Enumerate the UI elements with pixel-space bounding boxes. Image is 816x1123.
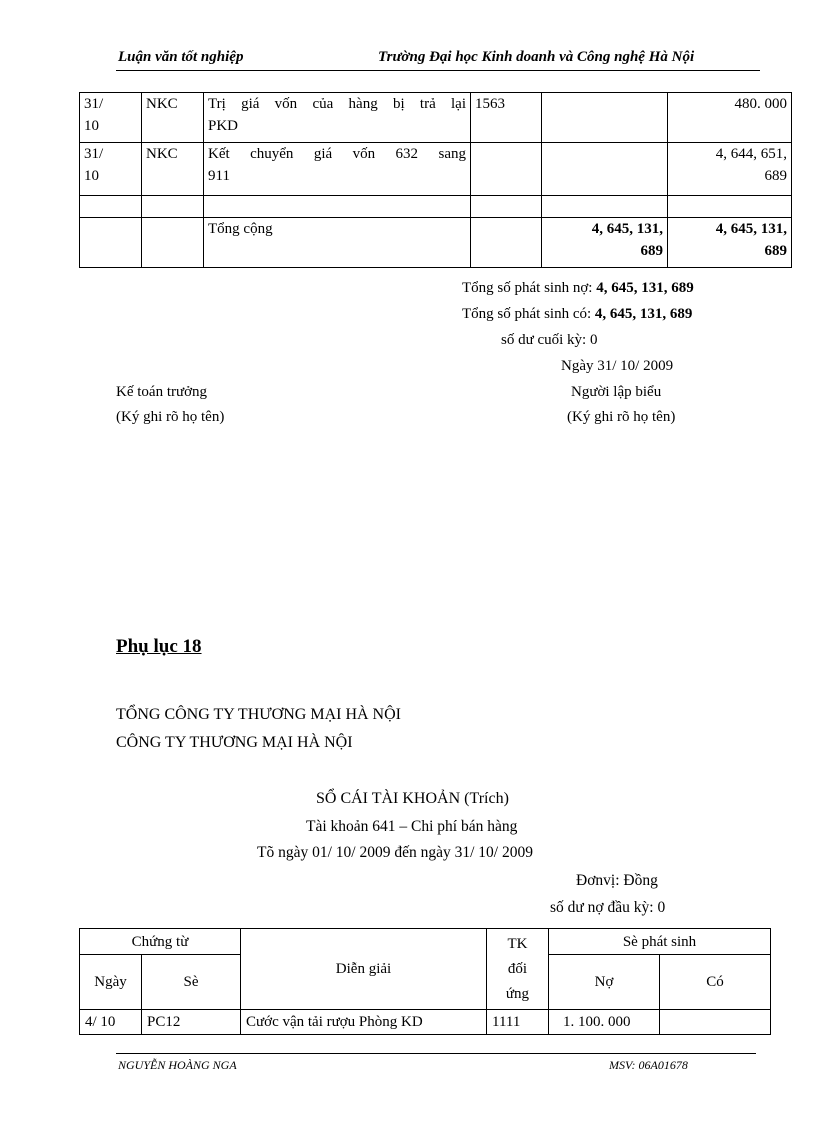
cell-credit: 4, 644, 651, 689 (668, 143, 792, 196)
summary-closing: số dư cuối kỳ: 0 (501, 332, 598, 348)
table-row (80, 143, 792, 196)
header-voucher: Chứng từ (80, 929, 241, 955)
header-date: Ngày (80, 955, 142, 1010)
cell-number: PC12 (142, 1010, 241, 1035)
company-name: CÔNG TY THƯƠNG MẠI HÀ NỘI (116, 734, 353, 751)
signature-left-title: Kế toán trưởng (116, 384, 208, 400)
footer-msv: MSV: 06A01678 (609, 1058, 688, 1072)
header-account: TK đối ứng (487, 929, 549, 1010)
cell-ref: NKC (142, 93, 204, 143)
cell-desc: Trị giá vốn của hàng bị trả lại PKD (204, 93, 471, 143)
ledger-bottom-table (79, 928, 771, 1035)
summary-credit: Tổng số phát sinh có: 4, 645, 131, 689 (462, 306, 693, 322)
summary-date: Ngày 31/ 10/ 2009 (561, 358, 674, 374)
cell-account: 1111 (487, 1010, 549, 1035)
opening-balance: số dư nợ đầu kỳ: 0 (550, 899, 666, 916)
signature-right-title: Người lập biểu (571, 384, 662, 400)
ledger-top-table (79, 92, 792, 268)
cell-date: 4/ 10 (80, 1010, 142, 1035)
appendix-title: Phụ lục 18 (116, 636, 202, 657)
table-row-empty (80, 196, 792, 218)
header-debit: Nợ (549, 955, 660, 1010)
cell-date: 31/ 10 (80, 143, 142, 196)
header-arising: Sè phát sinh (549, 929, 771, 955)
unit-line: Đơnvị: Đồng (576, 872, 658, 889)
header-number: Sè (142, 955, 241, 1010)
footer-divider (116, 1053, 756, 1054)
footer-author: NGUYỄN HOÀNG NGA (118, 1058, 237, 1072)
header-desc: Diễn giải (241, 929, 487, 1010)
cell-total-label: Tổng cộng (204, 218, 471, 268)
signature-left-note: (Ký ghi rõ họ tên) (116, 409, 225, 425)
cell-account: 1563 (471, 93, 542, 143)
ledger-title: SỔ CÁI TÀI KHOẢN (Trích) (316, 790, 509, 807)
header-divider (116, 70, 760, 71)
table-header-row (80, 929, 771, 955)
header-credit: Có (660, 955, 771, 1010)
header-left: Luận văn tốt nghiệp (118, 49, 244, 65)
table-row-total (80, 218, 792, 268)
summary-debit: Tổng số phát sinh nợ: 4, 645, 131, 689 (462, 280, 694, 296)
cell-total-debit: 4, 645, 131, 689 (542, 218, 668, 268)
cell-debit: 1. 100. 000 (549, 1010, 660, 1035)
cell-credit (660, 1010, 771, 1035)
cell-account (471, 143, 542, 196)
cell-desc: Kết chuyển giá vốn 632 sang 911 (204, 143, 471, 196)
header-right: Trường Đại học Kinh doanh và Công nghệ Hà Nội (378, 49, 695, 65)
cell-ref: NKC (142, 143, 204, 196)
table-row (80, 93, 792, 143)
cell-desc: Cước vận tải rượu Phòng KD (241, 1010, 487, 1035)
cell-credit: 480. 000 (668, 93, 792, 143)
cell-total-credit: 4, 645, 131, 689 (668, 218, 792, 268)
period-line: Tõ ngày 01/ 10/ 2009 đến ngày 31/ 10/ 2009 (257, 844, 533, 861)
account-line: Tài khoản 641 – Chi phí bán hàng (306, 818, 518, 835)
cell-debit (542, 143, 668, 196)
table-row (80, 1010, 771, 1035)
signature-right-note: (Ký ghi rõ họ tên) (567, 409, 676, 425)
cell-date: 31/ 10 (80, 93, 142, 143)
company-parent: TỔNG CÔNG TY THƯƠNG MẠI HÀ NỘI (116, 706, 401, 723)
cell-debit (542, 93, 668, 143)
